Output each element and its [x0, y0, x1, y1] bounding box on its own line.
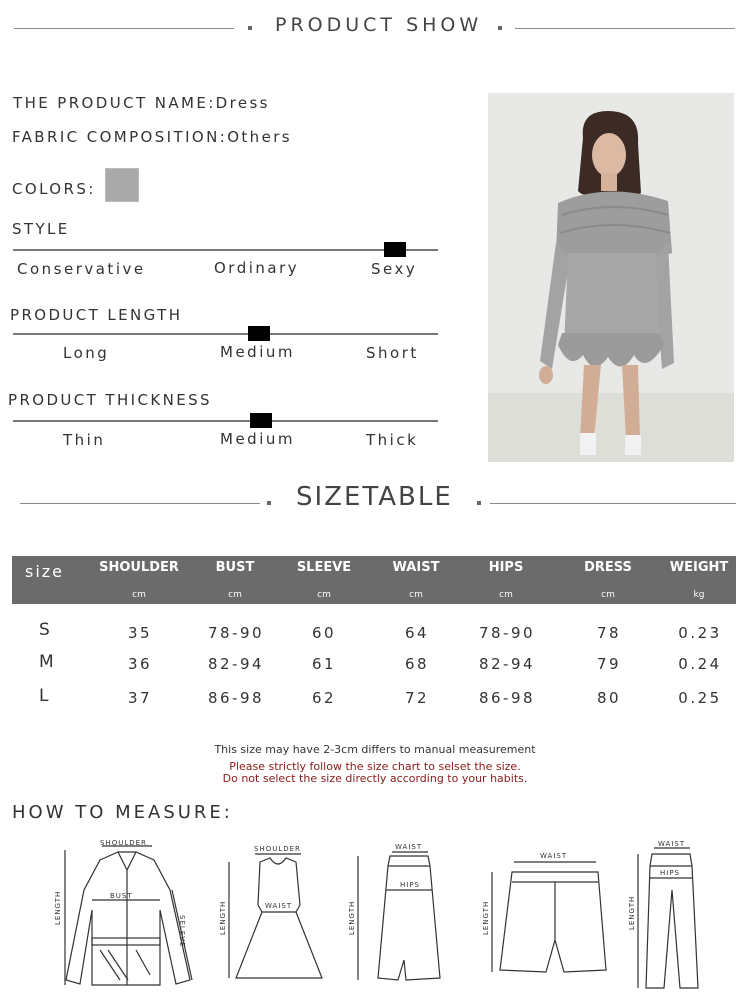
- length-marker: [248, 326, 270, 341]
- color-swatch-gray[interactable]: [105, 168, 139, 202]
- shorts-waist-label: WAIST: [540, 852, 568, 860]
- style-label-conservative: Conservative: [17, 260, 146, 278]
- size-table-header: [12, 556, 736, 604]
- page-title: PRODUCT SHOW: [275, 14, 483, 36]
- cell-weight: 0.23: [678, 624, 722, 642]
- cell-shoulder: 35: [127, 624, 153, 642]
- col-header-waist: WAIST: [392, 560, 440, 575]
- cell-hips: 82-94: [478, 655, 536, 673]
- jacket-sleeve-label: SELEVE: [178, 915, 186, 948]
- pants-length-label: LENGTH: [628, 895, 636, 930]
- col-header-size: size: [25, 562, 65, 581]
- col-header-sleeve: SLEEVE: [296, 560, 352, 575]
- style-label-sexy: Sexy: [371, 260, 418, 278]
- cell-sleeve: 61: [311, 655, 337, 673]
- cell-waist: 68: [404, 655, 430, 673]
- col-unit-waist: cm: [409, 590, 423, 600]
- jacket-bust-label: BUST: [110, 892, 133, 900]
- cell-waist: 64: [404, 624, 430, 642]
- cell-waist: 72: [404, 689, 430, 707]
- dress-length-label: LENGTH: [219, 900, 227, 935]
- col-header-weight: WEIGHT: [669, 560, 729, 575]
- skirt-waist-label: WAIST: [395, 843, 423, 851]
- length-scale-line: [13, 333, 438, 335]
- sizetable-rule-left: [20, 503, 260, 504]
- style-scale-line: [13, 249, 438, 251]
- cell-hips: 86-98: [478, 689, 536, 707]
- length-title: PRODUCT LENGTH: [10, 306, 183, 324]
- skirt-length-label: LENGTH: [348, 900, 356, 935]
- style-marker: [384, 242, 406, 257]
- model-illustration: [488, 93, 734, 462]
- cell-dress: 79: [596, 655, 622, 673]
- note-measurement: This size may have 2-3cm differs to manual measurement: [214, 743, 536, 756]
- cell-shoulder: 36: [127, 655, 153, 673]
- header-dot-right: [498, 26, 502, 30]
- sizetable-dot-right: [477, 501, 481, 505]
- pants-hips-label: HIPS: [660, 869, 680, 877]
- product-name-row: [13, 94, 270, 112]
- how-to-measure-title: HOW TO MEASURE:: [12, 802, 233, 823]
- cell-sleeve: 60: [311, 624, 337, 642]
- pants-waist-label: WAIST: [658, 840, 686, 848]
- note-warning-1: Please strictly follow the size chart to selset the size.: [229, 760, 521, 773]
- cell-sleeve: 62: [311, 689, 337, 707]
- jacket-length-label: LENGTH: [54, 890, 62, 925]
- thickness-label-thin: Thin: [63, 431, 106, 449]
- thickness-label-thick: Thick: [366, 431, 419, 449]
- sizetable-rule-right: [490, 503, 736, 504]
- thickness-scale-line: [13, 420, 438, 422]
- product-name-value: Dress: [215, 94, 270, 112]
- shorts-length-label: LENGTH: [482, 900, 490, 935]
- length-label-short: Short: [366, 344, 419, 362]
- dress-diagram: [229, 854, 322, 978]
- style-title: STYLE: [12, 220, 70, 238]
- sizetable-dot-left: [267, 501, 271, 505]
- col-header-hips: HIPS: [488, 560, 524, 575]
- header-rule-left: [14, 28, 234, 29]
- jacket-diagram: [65, 846, 192, 985]
- cell-dress: 78: [596, 624, 622, 642]
- thickness-label-medium: Medium: [220, 430, 295, 448]
- col-unit-hips: cm: [499, 590, 513, 600]
- col-unit-dress: cm: [601, 590, 615, 600]
- note-warning-2: Do not select the size directly according to your habits.: [222, 772, 528, 785]
- skirt-hips-label: HIPS: [400, 881, 420, 889]
- skirt-diagram: [358, 852, 440, 980]
- row-size-m: M: [39, 652, 54, 672]
- cell-bust: 82-94: [207, 655, 265, 673]
- col-header-dress: DRESS: [584, 560, 632, 575]
- col-unit-bust: cm: [228, 590, 242, 600]
- shorts-diagram: [492, 862, 606, 972]
- col-unit-weight: kg: [693, 590, 705, 600]
- fabric-value: Others: [227, 128, 292, 146]
- measure-diagrams: [0, 830, 750, 1000]
- header-rule-right: [515, 28, 735, 29]
- style-label-ordinary: Ordinary: [214, 259, 300, 277]
- length-label-long: Long: [63, 344, 110, 362]
- cell-bust: 86-98: [207, 689, 265, 707]
- dress-shoulder-label: SHOULDER: [254, 845, 301, 853]
- cell-shoulder: 37: [127, 689, 153, 707]
- cell-hips: 78-90: [478, 624, 536, 642]
- col-header-shoulder: SHOULDER: [99, 560, 179, 575]
- fabric-row: [12, 128, 292, 146]
- cell-weight: 0.25: [678, 689, 722, 707]
- product-name-label: THE PRODUCT NAME:: [13, 94, 216, 112]
- col-unit-sleeve: cm: [317, 590, 331, 600]
- col-unit-shoulder: cm: [132, 590, 146, 600]
- length-label-medium: Medium: [220, 343, 295, 361]
- thickness-marker: [250, 413, 272, 428]
- col-header-bust: BUST: [215, 560, 255, 575]
- sizetable-title: SIZETABLE: [296, 482, 453, 512]
- fabric-label: FABRIC COMPOSITION:: [12, 128, 228, 146]
- cell-dress: 80: [596, 689, 622, 707]
- jacket-shoulder-label: SHOULDER: [100, 839, 147, 847]
- cell-weight: 0.24: [678, 655, 722, 673]
- row-size-l: L: [39, 686, 49, 706]
- header-dot-left: [248, 26, 252, 30]
- dress-waist-label: WAIST: [265, 902, 293, 910]
- colors-label: COLORS:: [12, 180, 96, 198]
- thickness-title: PRODUCT THICKNESS: [8, 391, 212, 409]
- row-size-s: S: [39, 620, 50, 640]
- product-photo: [488, 93, 734, 462]
- cell-bust: 78-90: [207, 624, 265, 642]
